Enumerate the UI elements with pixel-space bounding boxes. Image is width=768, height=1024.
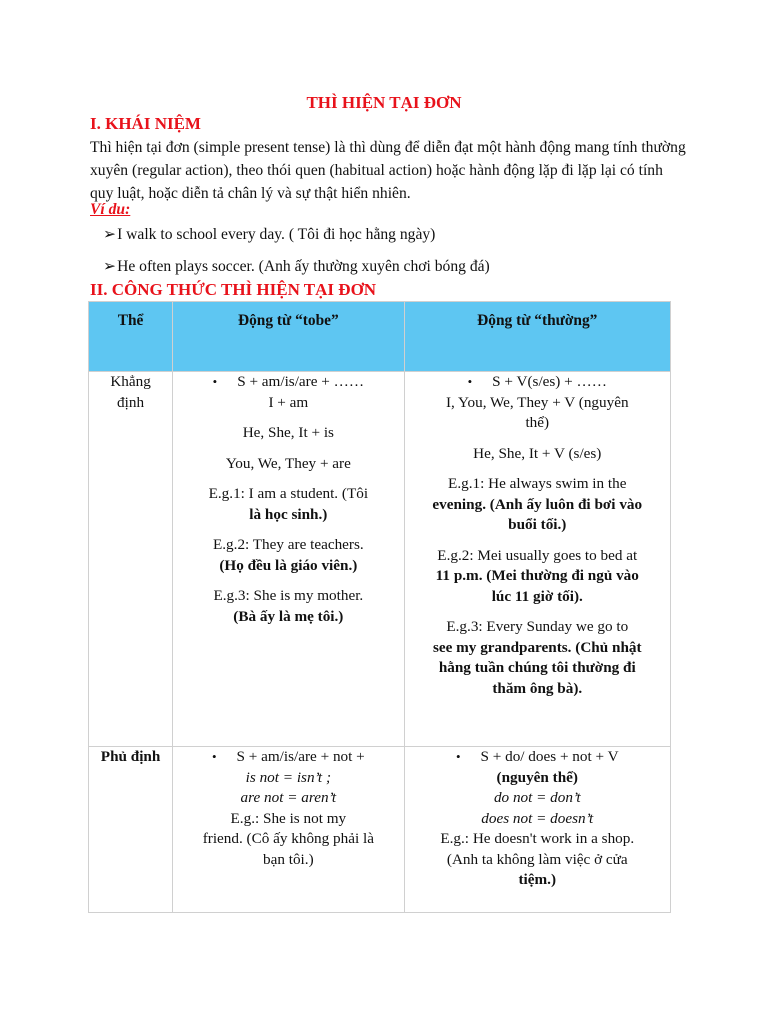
header-tobe: Động từ “tobe”: [173, 302, 404, 372]
example-line: E.g.1: I am a student. (Tôi: [208, 485, 369, 502]
formula-bullet: • S + do/ does + not + V: [405, 747, 670, 768]
example-line: E.g.2: Mei usually goes to bed at: [437, 546, 638, 564]
example-line: (Anh ta không làm việc ở cửa: [446, 850, 628, 868]
subject-line: thể): [525, 414, 550, 431]
contraction-line: are not = aren’t: [240, 789, 337, 806]
example-translation: thăm ông bà).: [492, 679, 583, 697]
subject-line: I, You, We, They + V (nguyên: [445, 393, 629, 411]
table-header-row: [89, 302, 671, 372]
example-translation: hằng tuần chúng tôi thường đi: [438, 659, 636, 676]
arrow-bullet-icon: ➢: [103, 226, 117, 243]
table-row-affirmative: [89, 372, 671, 747]
cell-regular-negative: [404, 747, 670, 913]
example-label: Ví du:: [90, 201, 131, 218]
section-heading-formula: II. CÔNG THỨC THÌ HIỆN TẠI ĐƠN: [90, 280, 377, 299]
contraction-line: do not = don’t: [493, 789, 581, 806]
header-form: Thể: [89, 302, 173, 372]
example-translation: lúc 11 giờ tối).: [491, 587, 583, 605]
example-translation: là học sinh.): [249, 505, 328, 523]
example-text: I walk to school every day. ( Tôi đi học hằng ngày): [117, 226, 436, 243]
example-translation: (Họ đều là giáo viên.): [219, 556, 358, 574]
contraction-line: is not = isn’t ;: [245, 768, 332, 786]
subject-line: He, She, It + is: [242, 424, 334, 441]
formula-bullet: • S + am/is/are + not +: [173, 747, 403, 768]
example-line: E.g.2: They are teachers.: [212, 536, 364, 553]
section-heading-concept: I. KHÁI NIỆM: [90, 114, 201, 133]
example-line: friend. (Cô ấy không phải là: [202, 830, 374, 847]
formula-note: (nguyên thể): [496, 768, 578, 786]
table-row-negative: [89, 747, 671, 913]
example-translation: (Bà ấy là mẹ tôi.): [233, 607, 344, 625]
header-regular-verb: Động từ “thường”: [404, 302, 670, 372]
example-item: [103, 257, 490, 276]
example-translation: evening. (Anh ấy luôn đi bơi vào: [432, 495, 643, 513]
formula-table: [88, 301, 671, 913]
contraction-line: does not = doesn’t: [481, 809, 594, 827]
formula-bullet: • S + V(s/es) + ……: [405, 372, 670, 393]
row-label-affirmative: [89, 372, 173, 747]
example-line: E.g.3: Every Sunday we go to: [446, 618, 629, 635]
arrow-bullet-icon: ➢: [103, 258, 117, 275]
example-line: bạn tôi.): [263, 850, 314, 868]
example-translation: buổi tối.): [508, 516, 567, 533]
cell-tobe-affirmative: [173, 372, 404, 747]
concept-paragraph: Thì hiện tại đơn (simple present tense) là thì dùng để diễn đạt một hành động mang tính thường xuyên (regular action), theo thói quen (habitual action) hoặc hành động lặp đi lặp lại có tính quy luật, hoặc diễn tả chân lý và sự thật hiển nhiên.: [90, 139, 686, 202]
document-title: THÌ HIỆN TẠI ĐƠN: [306, 93, 462, 112]
formula-bullet: • S + am/is/are + ……: [173, 372, 403, 393]
subject-line: You, We, They + are: [225, 454, 351, 472]
row-label-text: Khẳng định: [110, 373, 151, 411]
row-label-negative: Phủ định: [89, 747, 173, 913]
example-line: E.g.1: He always swim in the: [448, 475, 627, 492]
example-line: E.g.: She is not my: [230, 809, 347, 827]
example-translation: 11 p.m. (Mei thường đi ngủ vào: [435, 567, 639, 584]
subject-line: I + am: [268, 393, 309, 411]
example-line: E.g.: He doesn't work in a shop.: [440, 830, 635, 847]
example-line: E.g.3: She is my mother.: [213, 587, 364, 604]
example-translation: see my grandparents. (Chủ nhật: [432, 638, 642, 656]
cell-tobe-negative: [173, 747, 404, 913]
example-item: [103, 225, 435, 244]
example-line: tiệm.): [518, 871, 557, 888]
subject-line: He, She, It + V (s/es): [473, 444, 602, 462]
cell-regular-affirmative: [404, 372, 670, 747]
example-text: He often plays soccer. (Anh ấy thường xuyên chơi bóng đá): [117, 258, 490, 275]
